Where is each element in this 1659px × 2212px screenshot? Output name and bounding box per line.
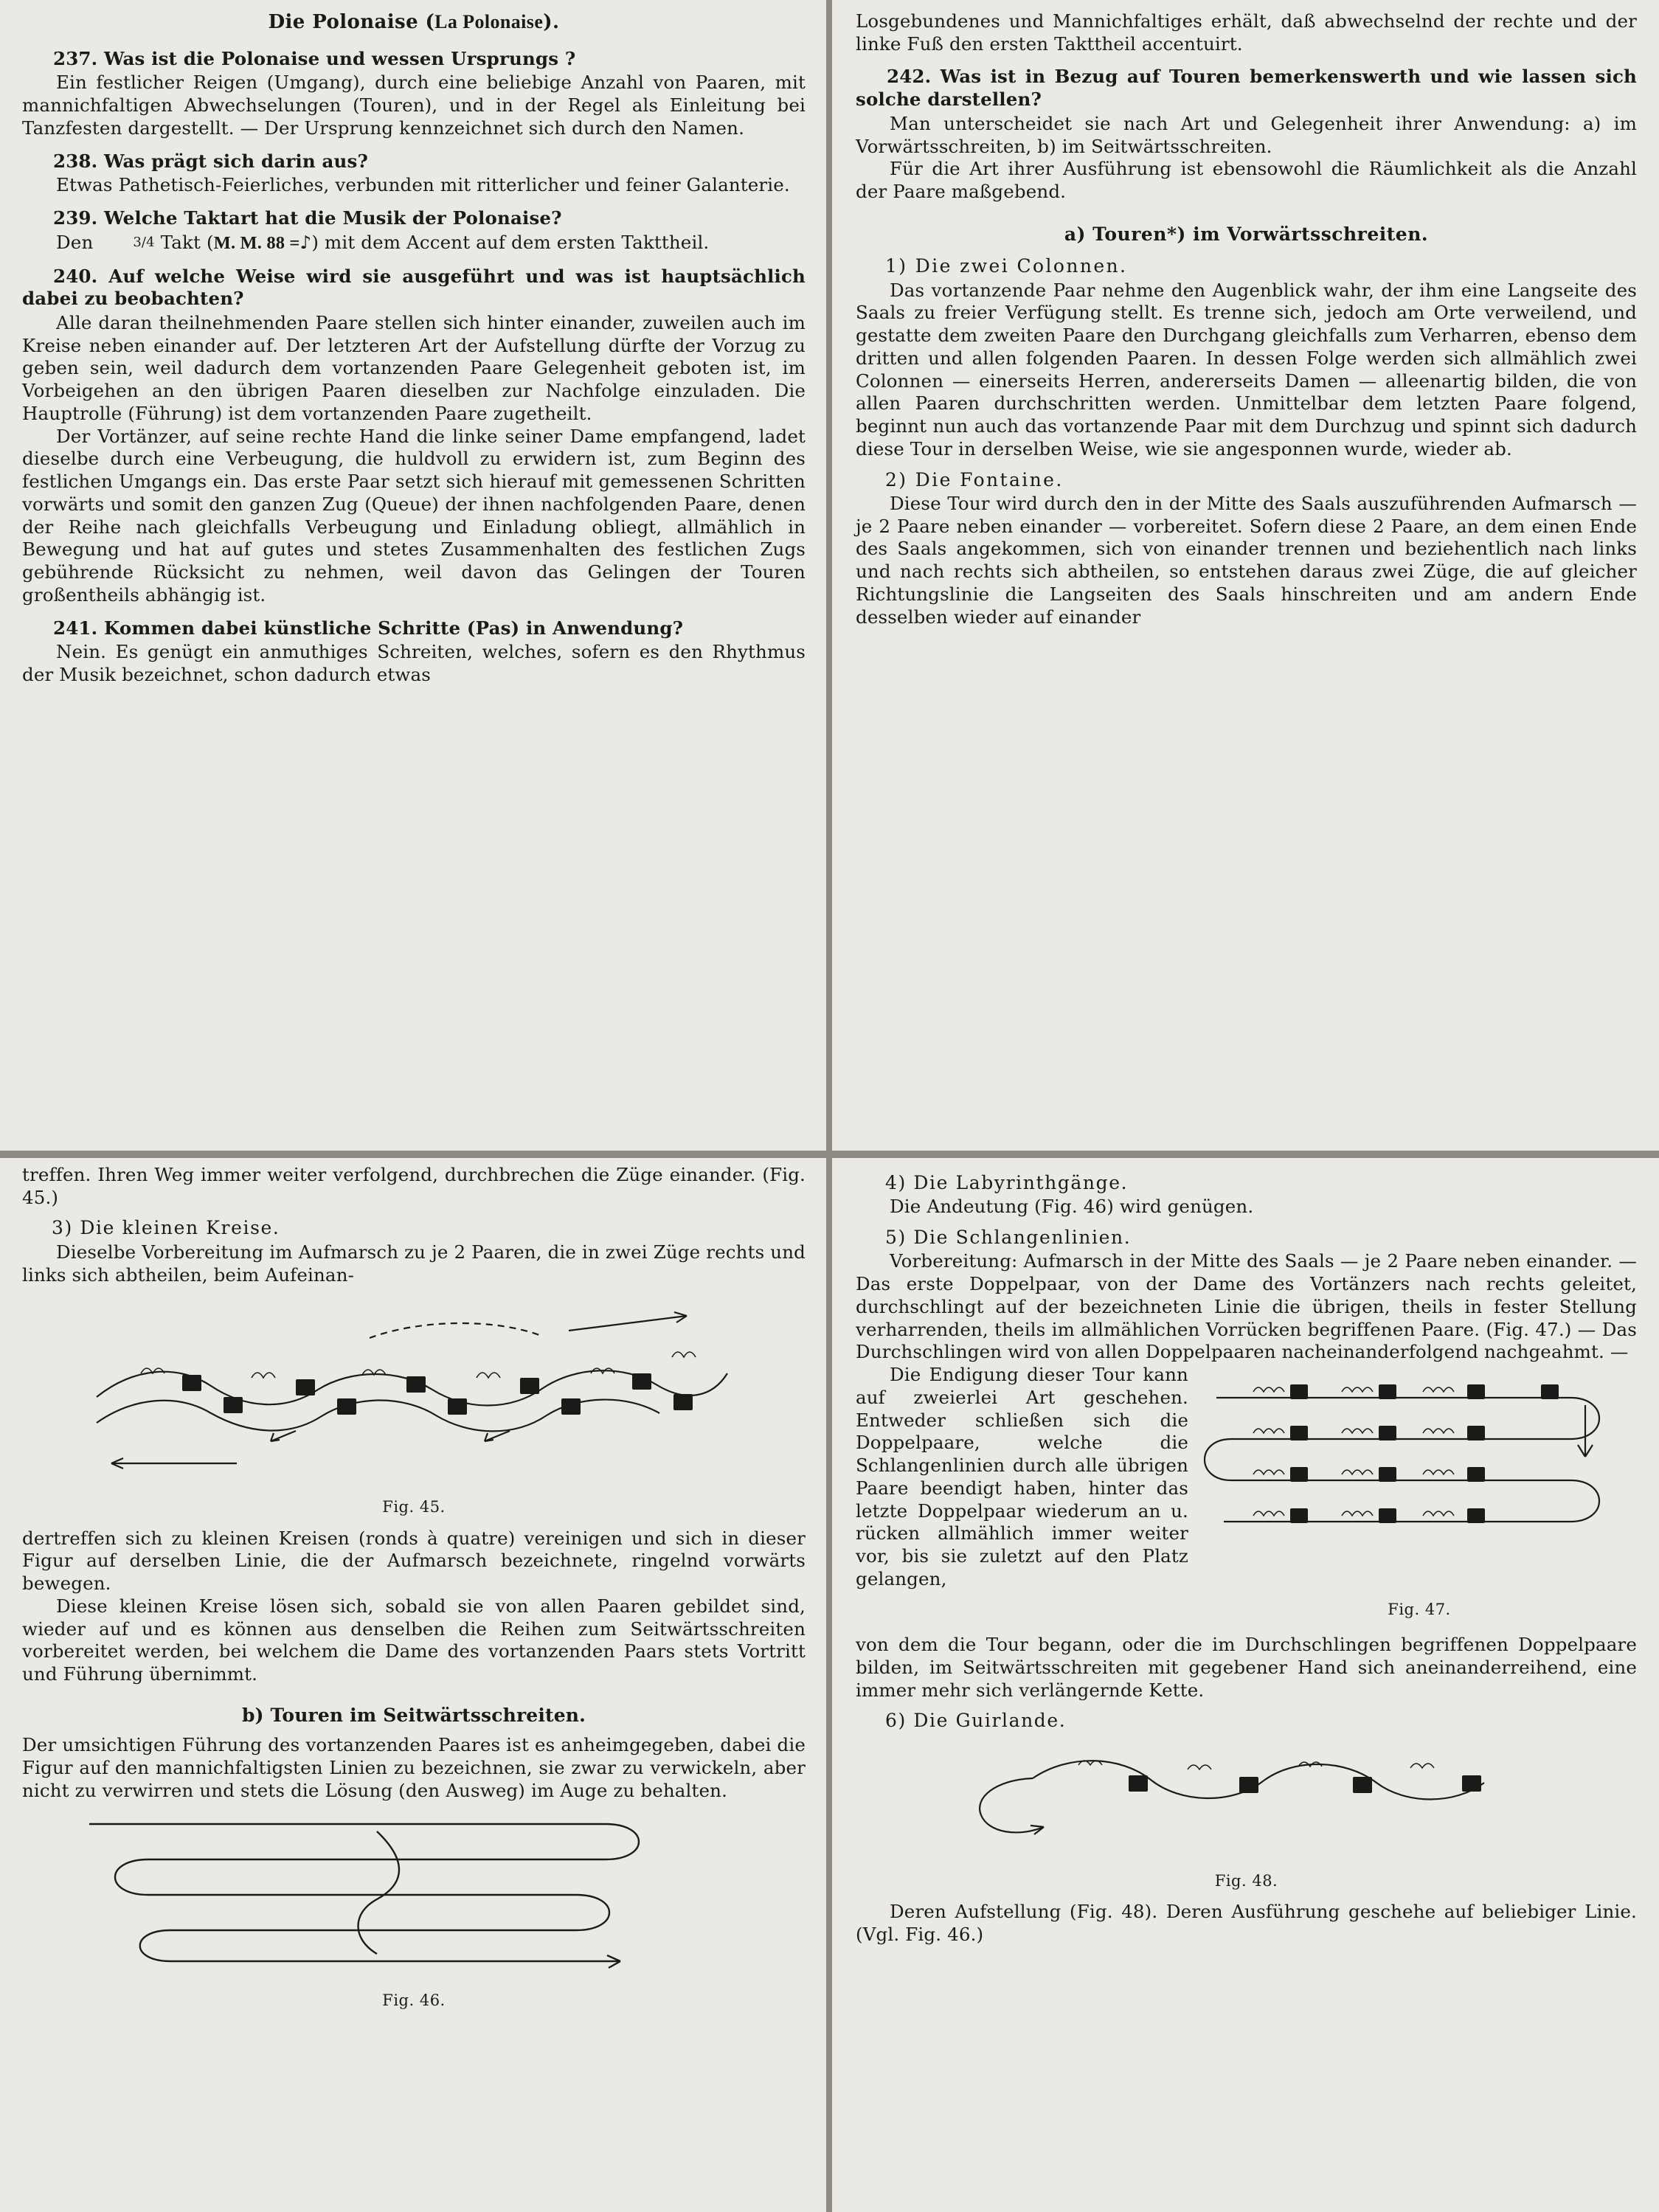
answer-239-pre: Den [56,231,100,253]
bl-paragraph-3: dertreffen sich zu kleinen Kreisen (ronds à quatre) vereinigen und sich in dieser Figur auf derselben Linie, die der Aufmarsch bezeichnete, ringelnd vorwärts bewegen. [22,1527,806,1595]
subsection-2-text: Diese Tour wird durch den in der Mitte des Saals auszuführenden Aufmarsch — je 2 Paare neben einander — vorbereitet. Sofern diese 2 Paare, an dem einen Ende des Saals angekommen, sich von einander trennen und beziehentlich nach links und nach rechts sich abtheilen, so entstehen daraus zwei Züge, die auf gleicher Richtungslinie die Langseiten des Saals hinschreiten und am andern Ende desselben wieder auf einander [856,492,1637,628]
answer-238: Etwas Pathetisch-Feierliches, verbunden mit ritterlicher und feiner Galanterie. [56,174,790,196]
quadrant-bottom-right [832,1158,1659,2212]
page-gutter-horizontal [0,1151,1659,1158]
question-238-number: 238. [53,150,98,172]
page-gutter-vertical [826,0,832,2212]
figure-47-caption: Fig. 47. [1388,1600,1451,1618]
answer-239-metronome: M. M. 88 = [213,232,300,253]
page-title-latin: La Polonaise [434,11,544,32]
bl-paragraph-2: Dieselbe Vorbereitung im Aufmarsch zu je 2 Paaren, die in zwei Züge rechts und links sich abtheilen, beim Aufeinan- [22,1241,806,1286]
bl-paragraph-5: Der umsichtigen Führung des vortanzenden Paares ist es anheimgegeben, dabei die Figur auf den mannichfaltigsten Linien zu bezeichnen, sie zwar zu verwickeln, aber nicht zu verwirren und stets die Lösung (den Ausweg) im Auge zu behalten. [22,1734,806,1801]
quadrant-top-right [832,0,1659,1151]
br-paragraph-2: Vorbereitung: Aufmarsch in der Mitte des Saals — je 2 Paare neben einander. — Das erste Doppelpaar, von der Dame des Vortänzers nach rechts geleitet, durchschlingt auf der bezeichneten Linie die übrigen, theils in fester Stellung verharrenden, theils im allmählichen Vorrücken begriffenen Paare. (Fig. 47.) — Das Durchschlingen wird von allen Doppelpaaren nacheinanderfolgend nachgeahmt. — [856,1250,1637,1363]
question-240-text: Auf welche Weise wird sie ausgeführt und was ist hauptsächlich dabei zu beobachten? [22,265,806,310]
bl-paragraph-1: treffen. Ihren Weg immer weiter verfolgend, durchbrechen die Züge einander. (Fig. 45.) [22,1164,806,1208]
page-title-paren-open: ( [425,11,435,33]
question-237-text: Was ist die Polonaise und wessen Ursprungs ? [103,47,576,69]
bl-paragraph-4: Diese kleinen Kreise lösen sich, sobald sie von allen Paaren gebildet sind, wieder auf und es können aus denselben die Reihen zum Seitwärtsschreiten vorbereitet werden, bei welchem die Dame des vortanzenden Paars stets Vortritt und Führung übernimmt. [22,1595,806,1685]
figure-48 [856,1734,1637,1890]
subheading-2: 2) Die Fontaine. [885,468,1064,490]
question-237 [22,48,806,71]
fraction-numerator: 3 [133,235,142,251]
question-239-text: Welche Taktart hat die Musik der Polonaise? [103,207,562,229]
section-heading-b: b) Touren im Seitwärtsschreiten. [242,1704,586,1726]
figure-47 [1202,1368,1637,1629]
quadrant-bottom-left [0,1158,826,2212]
page-title [22,10,806,35]
fraction-denominator: 4 [146,235,155,251]
answer-242-b: Für die Art ihrer Ausführung ist ebensowohl die Räumlichkeit als die Anzahl der Paare maßgebend. [856,158,1637,203]
figure-45 [22,1286,806,1516]
answer-239-mid: Takt ( [154,231,214,253]
subheading-4: 4) Die Labyrinthgänge. [885,1172,1129,1193]
figure-48-caption: Fig. 48. [1214,1871,1278,1890]
br-paragraph-1: Die Andeutung (Fig. 46) wird genügen. [890,1196,1254,1218]
question-241-text: Kommen dabei künstliche Schritte (Pas) in Anwendung? [103,617,684,639]
question-240 [22,266,806,311]
br-paragraph-3: Die Endigung dieser Tour kann auf zweierlei Art geschehen. Entweder schließen sich die Doppelpaare, welche die Schlangenlinien durch alle übrigen Paare beendigt haben, hinter das letzte Doppelpaar wiederum an u. rücken allmählich immer weiter vor, bis sie zuletzt auf den Platz gelangen, [856,1364,1188,1589]
figure-46-caption: Fig. 46. [382,1991,446,2010]
answer-240-b: Der Vortänzer, auf seine rechte Hand die linke seiner Dame empfangend, ladet dieselbe durch eine Verbeugung, die huldvoll zu erwidern ist, zum Beginn des festlichen Umgangs ein. Das erste Paar setzt sich hierauf mit gemessenen Schritten vorwärts und somit den ganzen Zug (Queue) der ihnen nachfolgenden Paare, denen der Reihe nach gleichfalls Verbeugung und Einladung obliegt, allmählich in Bewegung und hat auf gutes und stetes Zusammenhalten des festlichen Zugs gebührende Rücksicht zu nehmen, weil davon das Gelingen der Touren großentheils abhängig ist. [22,425,806,606]
figure-45-drawing [52,1286,775,1493]
answer-237: Ein festlicher Reigen (Umgang), durch eine beliebige Anzahl von Paaren, mit mannichfaltigen Abwechselungen (Touren), und in der Regel als Einleitung bei Tanzfesten dargestellt. — Der Ursprung kennzeichnet sich durch den Namen. [22,72,806,139]
question-239 [22,207,806,230]
subheading-5: 5) Die Schlangenlinien. [885,1227,1132,1249]
section-heading-a: a) Touren*) im Vorwärtsschreiten. [1064,223,1429,245]
br-paragraph-5: Deren Aufstellung (Fig. 48). Deren Ausführung geschehe auf beliebiger Linie. (Vgl. Fig. 46.) [856,1901,1637,1945]
subheading-1: 1) Die zwei Colonnen. [885,255,1128,277]
question-242 [856,66,1637,111]
subheading-6: 6) Die Guirlande. [885,1710,1067,1732]
question-237-number: 237. [53,47,98,69]
answer-239 [22,232,806,255]
question-238-text: Was prägt sich darin aus? [103,150,368,172]
figure-45-caption: Fig. 45. [382,1498,446,1516]
eighth-note-icon: ♪ [299,231,312,253]
subsection-1-text: Das vortanzende Paar nehme den Augenblick wahr, der ihm eine Langseite des Saals zu freier Verfügung stellt. Es trenne sich, jedoch am Orte verweilend, und gestatte dem zweiten Paare den Durchgang gleichfalls zum Verharren, ebenso dem dritten und allen folgenden Paaren. In dessen Folge werden sich allmählich zwei Colonnen — einerseits Herren, andererseits Damen — alleenartig bilden, die von allen Paaren durchschritten werden. Unmittelbar dem letzten Paare folgend, beginnt nun auch das vortanzende Paar mit dem Durchzug und spinnt sich dadurch diese Tour in derselben Weise, wie sie angesponnen wurde, wieder ab. [856,279,1637,460]
answer-239-fraction: 3/4 [133,235,155,251]
answer-241: Nein. Es genügt ein anmuthiges Schreiten, welches, sofern es den Rhythmus der Musik bezeichnet, schon dadurch etwas [22,641,806,685]
quadrant-top-left [0,0,826,1151]
answer-240-a: Alle daran theilnehmenden Paare stellen sich hinter einander, zuweilen auch im Kreise neben einander auf. Der letzteren Art der Aufstellung dürfte der Vorzug zu geben sein, weil dadurch dem vortanzenden Paare Gelegenheit geboten ist, im Vorbeigehen an den übrigen Paaren dieselben zur Nachfolge einzuladen. Die Hauptrolle (Führung) ist dem vortanzenden Paare zugetheilt. [22,311,806,424]
question-242-number: 242. [887,66,932,88]
answer-239-post: ) mit dem Accent auf dem ersten Takttheil. [311,231,710,253]
question-242-text: Was ist in Bezug auf Touren bemerkenswerth und wie lassen sich solche darstellen? [856,66,1637,111]
subheading-3: 3) Die kleinen Kreise. [52,1217,280,1239]
question-239-number: 239. [53,207,98,229]
question-238 [22,150,806,173]
figure-48-drawing [885,1734,1608,1867]
figure-46-drawing [60,1802,768,1986]
page-title-paren-close: ). [543,11,560,33]
catchline-text: Losgebundenes und Mannichfaltiges erhält, daß abwechselnd der rechte und der linke Fuß den ersten Takttheil accentuirt. [856,10,1637,55]
figure-46 [22,1802,806,2010]
figure-47-drawing [1202,1368,1637,1589]
question-241 [22,617,806,640]
question-241-number: 241. [53,617,98,639]
answer-242-a: Man unterscheidet sie nach Art und Gelegenheit ihrer Anwendung: a) im Vorwärtsschreiten, b) im Seitwärtsschreiten. [856,112,1637,157]
question-240-number: 240. [53,265,98,287]
br-paragraph-4: von dem die Tour begann, oder die im Durchschlingen begriffenen Doppelpaare bilden, im Seitwärtsschreiten mit gegebener Hand sich aneinanderreihend, eine immer mehr sich verlängernde Kette. [856,1634,1637,1701]
page-title-main: Die Polonaise [268,11,419,33]
